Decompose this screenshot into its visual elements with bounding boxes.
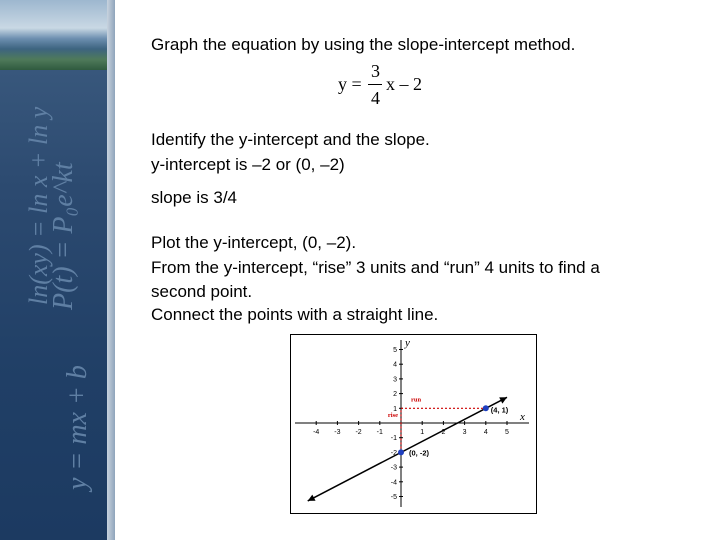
equation-rhs: x – 2 <box>386 74 422 94</box>
y-tick-label: 4 <box>393 361 397 369</box>
x-tick-label: -1 <box>376 429 383 436</box>
slope-text: slope is 3/4 <box>151 188 237 207</box>
point-label: (4, 1) <box>490 405 509 415</box>
x-tick-label: 2 <box>441 429 446 436</box>
identify-text: Identify the y-intercept and the slope. <box>151 130 430 149</box>
growth-formula: P(t) = P₀e^kt <box>48 162 79 310</box>
sidebar-edge <box>107 0 115 540</box>
x-axis-label: x <box>520 411 525 423</box>
data-point <box>398 449 404 455</box>
y-tick-label: -3 <box>390 464 397 472</box>
run-label: run <box>411 396 422 404</box>
x-tick-label: -2 <box>355 429 362 436</box>
equation-line <box>308 397 507 501</box>
data-point <box>483 405 489 411</box>
rise-run-text-continued: second point. <box>151 282 253 301</box>
x-tick-label: 1 <box>420 429 425 436</box>
fraction-bar <box>368 84 382 85</box>
rise-run-text: From the y-intercept, “rise” 3 units and “run” 4 units to find a <box>151 258 600 277</box>
decorative-sidebar <box>0 0 115 540</box>
y-intercept-text: y-intercept is –2 or (0, –2) <box>151 155 345 174</box>
slide-title: Graph the equation by using the slope-intercept method. <box>151 35 576 54</box>
plot-text: Plot the y-intercept, (0, –2). <box>151 233 357 252</box>
graph-frame <box>290 334 537 514</box>
y-tick-label: 2 <box>393 391 397 399</box>
line-formula: y = mx + b <box>62 365 93 490</box>
equation-denominator: 4 <box>371 88 380 108</box>
x-tick-label: -4 <box>313 429 320 436</box>
y-tick-label: -4 <box>390 479 397 487</box>
rise-label: rise <box>387 412 398 420</box>
lake-photo <box>0 0 107 70</box>
y-tick-label: -2 <box>390 449 397 457</box>
equation-numerator: 3 <box>371 61 380 81</box>
log-formula: ln(xy) = ln x + ln y <box>24 106 53 305</box>
equation-lhs: y = <box>338 74 362 94</box>
y-tick-label: 3 <box>393 376 397 384</box>
x-tick-label: 4 <box>483 429 488 436</box>
x-tick-label: 5 <box>505 429 509 436</box>
y-axis-label: y <box>405 337 410 349</box>
point-label: (0, -2) <box>409 448 430 458</box>
y-tick-label: 1 <box>393 405 397 413</box>
connect-text: Connect the points with a straight line. <box>151 305 439 324</box>
line-graph <box>291 335 536 513</box>
y-tick-label: -1 <box>390 435 397 443</box>
x-tick-label: 3 <box>462 429 467 436</box>
y-tick-label: -5 <box>390 494 397 501</box>
x-tick-label: -3 <box>334 429 341 436</box>
y-tick-label: 5 <box>393 347 397 354</box>
